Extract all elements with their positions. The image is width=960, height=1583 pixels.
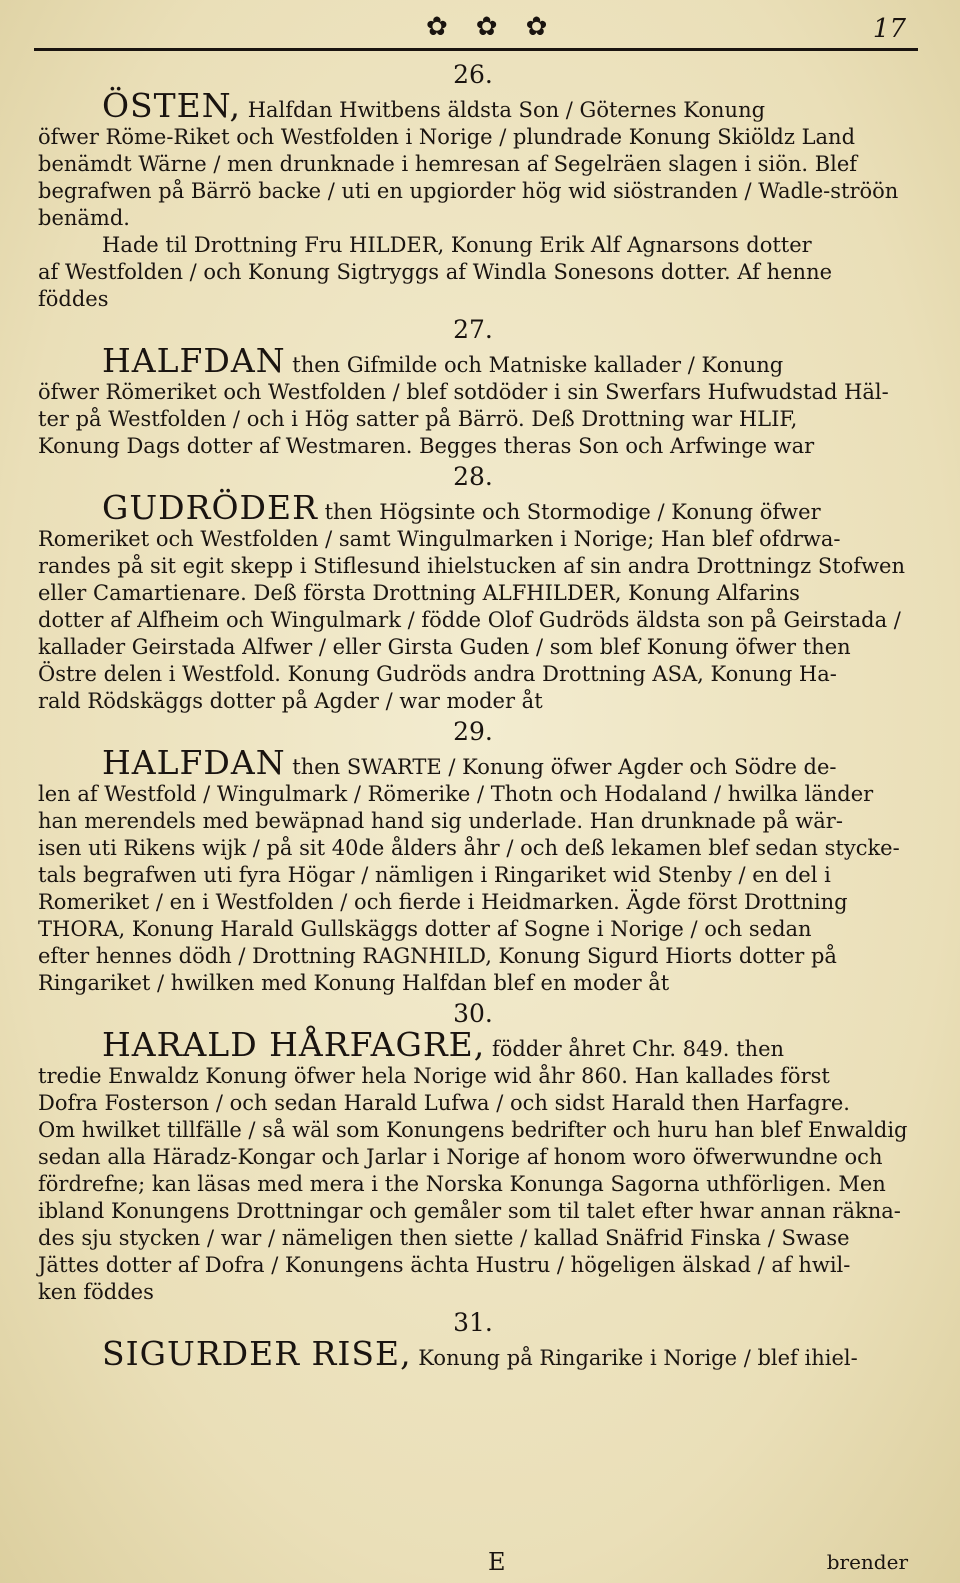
text-line: öfwer Röme-Riket och Westfolden i Norige / plundrade Konung Skiöldz Land: [38, 125, 856, 149]
entry: [38, 999, 908, 1306]
ruler-name: HALFDAN: [102, 341, 286, 380]
heading-text: then Gifmilde och Matniske kallader / Konung: [285, 353, 784, 377]
entry: [38, 717, 908, 997]
header-rule: [34, 48, 918, 51]
text-line: öfwer Römeriket och Westfolden / blef sotdöder i sin Swerfars Hufwudstad Häl-: [38, 380, 889, 404]
text-line: han merendels med bewäpnad hand sig underlade. Han drunknade på wär-: [38, 809, 843, 833]
text-line: len af Westfold / Wingulmark / Römerike / Thotn och Hodaland / hwilka länder: [38, 782, 874, 806]
text-line: Romeriket / en i Westfolden / och fierde i Heidmarken. Ägde först Drottning: [38, 890, 848, 914]
page-header: [38, 0, 908, 58]
entry-heading: [38, 1334, 908, 1373]
entry-number: 28.: [453, 462, 493, 491]
text-line: kallader Geirstada Alfwer / eller Girsta Guden / som blef Konung öfwer then: [38, 635, 851, 659]
text-line: eller Camartienare. Deß första Drottning ALFHILDER, Konung Alfarins: [38, 581, 800, 605]
heading-text: then SWARTE / Konung öfwer Agder och Södre de-: [285, 755, 837, 779]
entry-number: 29.: [453, 717, 493, 746]
heading-text: then Högsinte och Stormodige / Konung öfwer: [317, 500, 821, 524]
text-line: Jättes dotter af Dofra / Konungens ächta Hustru / högeligen älskad / af hwil-: [38, 1253, 851, 1277]
entry: [38, 1308, 908, 1372]
text-line: rald Rödskäggs dotter på Agder / war moder åt: [38, 689, 543, 713]
genealogy-entries: [38, 60, 908, 1372]
entry-number: 26.: [453, 60, 493, 89]
text-line: tals begrafwen uti fyra Högar / nämligen i Ringariket wid Stenby / en del i: [38, 863, 831, 887]
text-line: ibland Konungens Drottningar och gemåler som til talet efter hwar annan räkna-: [38, 1199, 901, 1223]
text-line: Dofra Fosterson / och sedan Harald Lufwa / och sidst Harald then Harfagre.: [38, 1091, 850, 1115]
text-line: Östre delen i Westfold. Konung Gudröds andra Drottning ASA, Konung Ha-: [38, 662, 837, 686]
entry-number: 27.: [453, 315, 493, 344]
text-line: isen uti Rikens wijk / på sit 40de ålders åhr / och deß lekamen blef sedan stycke-: [38, 836, 900, 860]
page-footer: [38, 1548, 908, 1578]
text-line: ter på Westfolden / och i Hög satter på Bärrö. Deß Drottning war HLIF,: [38, 407, 798, 431]
entry-heading: [38, 488, 908, 527]
flower-ornament-icon: ✿: [475, 12, 498, 42]
ruler-name: SIGURDER RISE,: [102, 1334, 412, 1373]
flower-ornament-icon: ✿: [525, 12, 548, 42]
entry: [38, 315, 908, 460]
ruler-name: GUDRÖDER: [102, 488, 318, 527]
flower-ornament-icon: ✿: [426, 12, 448, 42]
text-line: ken föddes: [38, 1280, 154, 1304]
entry-number: 30.: [453, 999, 493, 1028]
text-line: dotter af Alfheim och Wingulmark / födde Olof Gudröds äldsta son på Geirstada /: [38, 608, 901, 632]
text-line: efter hennes dödh / Drottning RAGNHILD, Konung Sigurd Hiorts dotter på: [38, 944, 837, 968]
text-line: Konung Dags dotter af Westmaren. Begges theras Son och Arfwinge war: [38, 434, 815, 458]
text-line: fördrefne; kan läsas med mera i the Norska Konunga Sagorna uthförligen. Men: [38, 1172, 886, 1196]
heading-text: Halfdan Hwitbens äldsta Son / Göternes Konung: [241, 98, 766, 122]
ruler-name: HALFDAN: [102, 743, 286, 782]
heading-text: födder åhret Chr. 849. then: [485, 1037, 785, 1061]
ornament-row: [426, 14, 547, 40]
text-line: Om hwilket tillfälle / så wäl som Konungens bedrifter och huru han blef Enwaldig: [38, 1118, 908, 1142]
text-line: THORA, Konung Harald Gullskäggs dotter af Sogne i Norige / och sedan: [38, 917, 812, 941]
text-line: randes på sit egit skepp i Stiflesund ihielstucken af sin andra Drottningz Stofwen: [38, 554, 906, 578]
ruler-name: HARALD HÅRFAGRE,: [102, 1025, 486, 1064]
signature-mark: E: [488, 1548, 506, 1576]
catchword: brender: [826, 1550, 908, 1574]
text-line: Romeriket och Westfolden / samt Wingulmarken i Norige; Han blef ofdrwa-: [38, 527, 841, 551]
entry: [38, 462, 908, 715]
entry-heading: [38, 86, 908, 125]
text-line: des sju stycken / war / nämeligen then siette / kallad Snäfrid Finska / Swase: [38, 1226, 850, 1250]
text-line: begrafwen på Bärrö backe / uti en upgiorder hög wid siöstranden / Wadle-ströön: [38, 179, 899, 203]
entry: [38, 60, 908, 313]
entry-heading: [38, 341, 908, 380]
text-line: tredie Enwaldz Konung öfwer hela Norige wid åhr 860. Han kallades först: [38, 1064, 830, 1088]
text-line: föddes: [38, 287, 109, 311]
text-line: Hade til Drottning Fru HILDER, Konung Erik Alf Agnarsons dotter: [102, 233, 812, 257]
entry-number: 31.: [453, 1308, 493, 1337]
entry-heading: [38, 1025, 908, 1064]
ruler-name: ÖSTEN,: [102, 86, 242, 125]
text-line: benämdt Wärne / men drunknade i hemresan af Segelräen slagen i siön. Blef: [38, 152, 858, 176]
heading-text: Konung på Ringarike i Norige / blef ihiel-: [411, 1346, 858, 1370]
text-line: sedan alla Häradz-Kongar och Jarlar i Norige af honom woro öfwerwundne och: [38, 1145, 883, 1169]
page-number: 17: [872, 14, 906, 44]
text-line: af Westfolden / och Konung Sigtryggs af Windla Sonesons dotter. Af henne: [38, 260, 833, 284]
entry-heading: [38, 743, 908, 782]
text-line: benämd.: [38, 206, 130, 230]
text-line: Ringariket / hwilken med Konung Halfdan blef en moder åt: [38, 971, 670, 995]
